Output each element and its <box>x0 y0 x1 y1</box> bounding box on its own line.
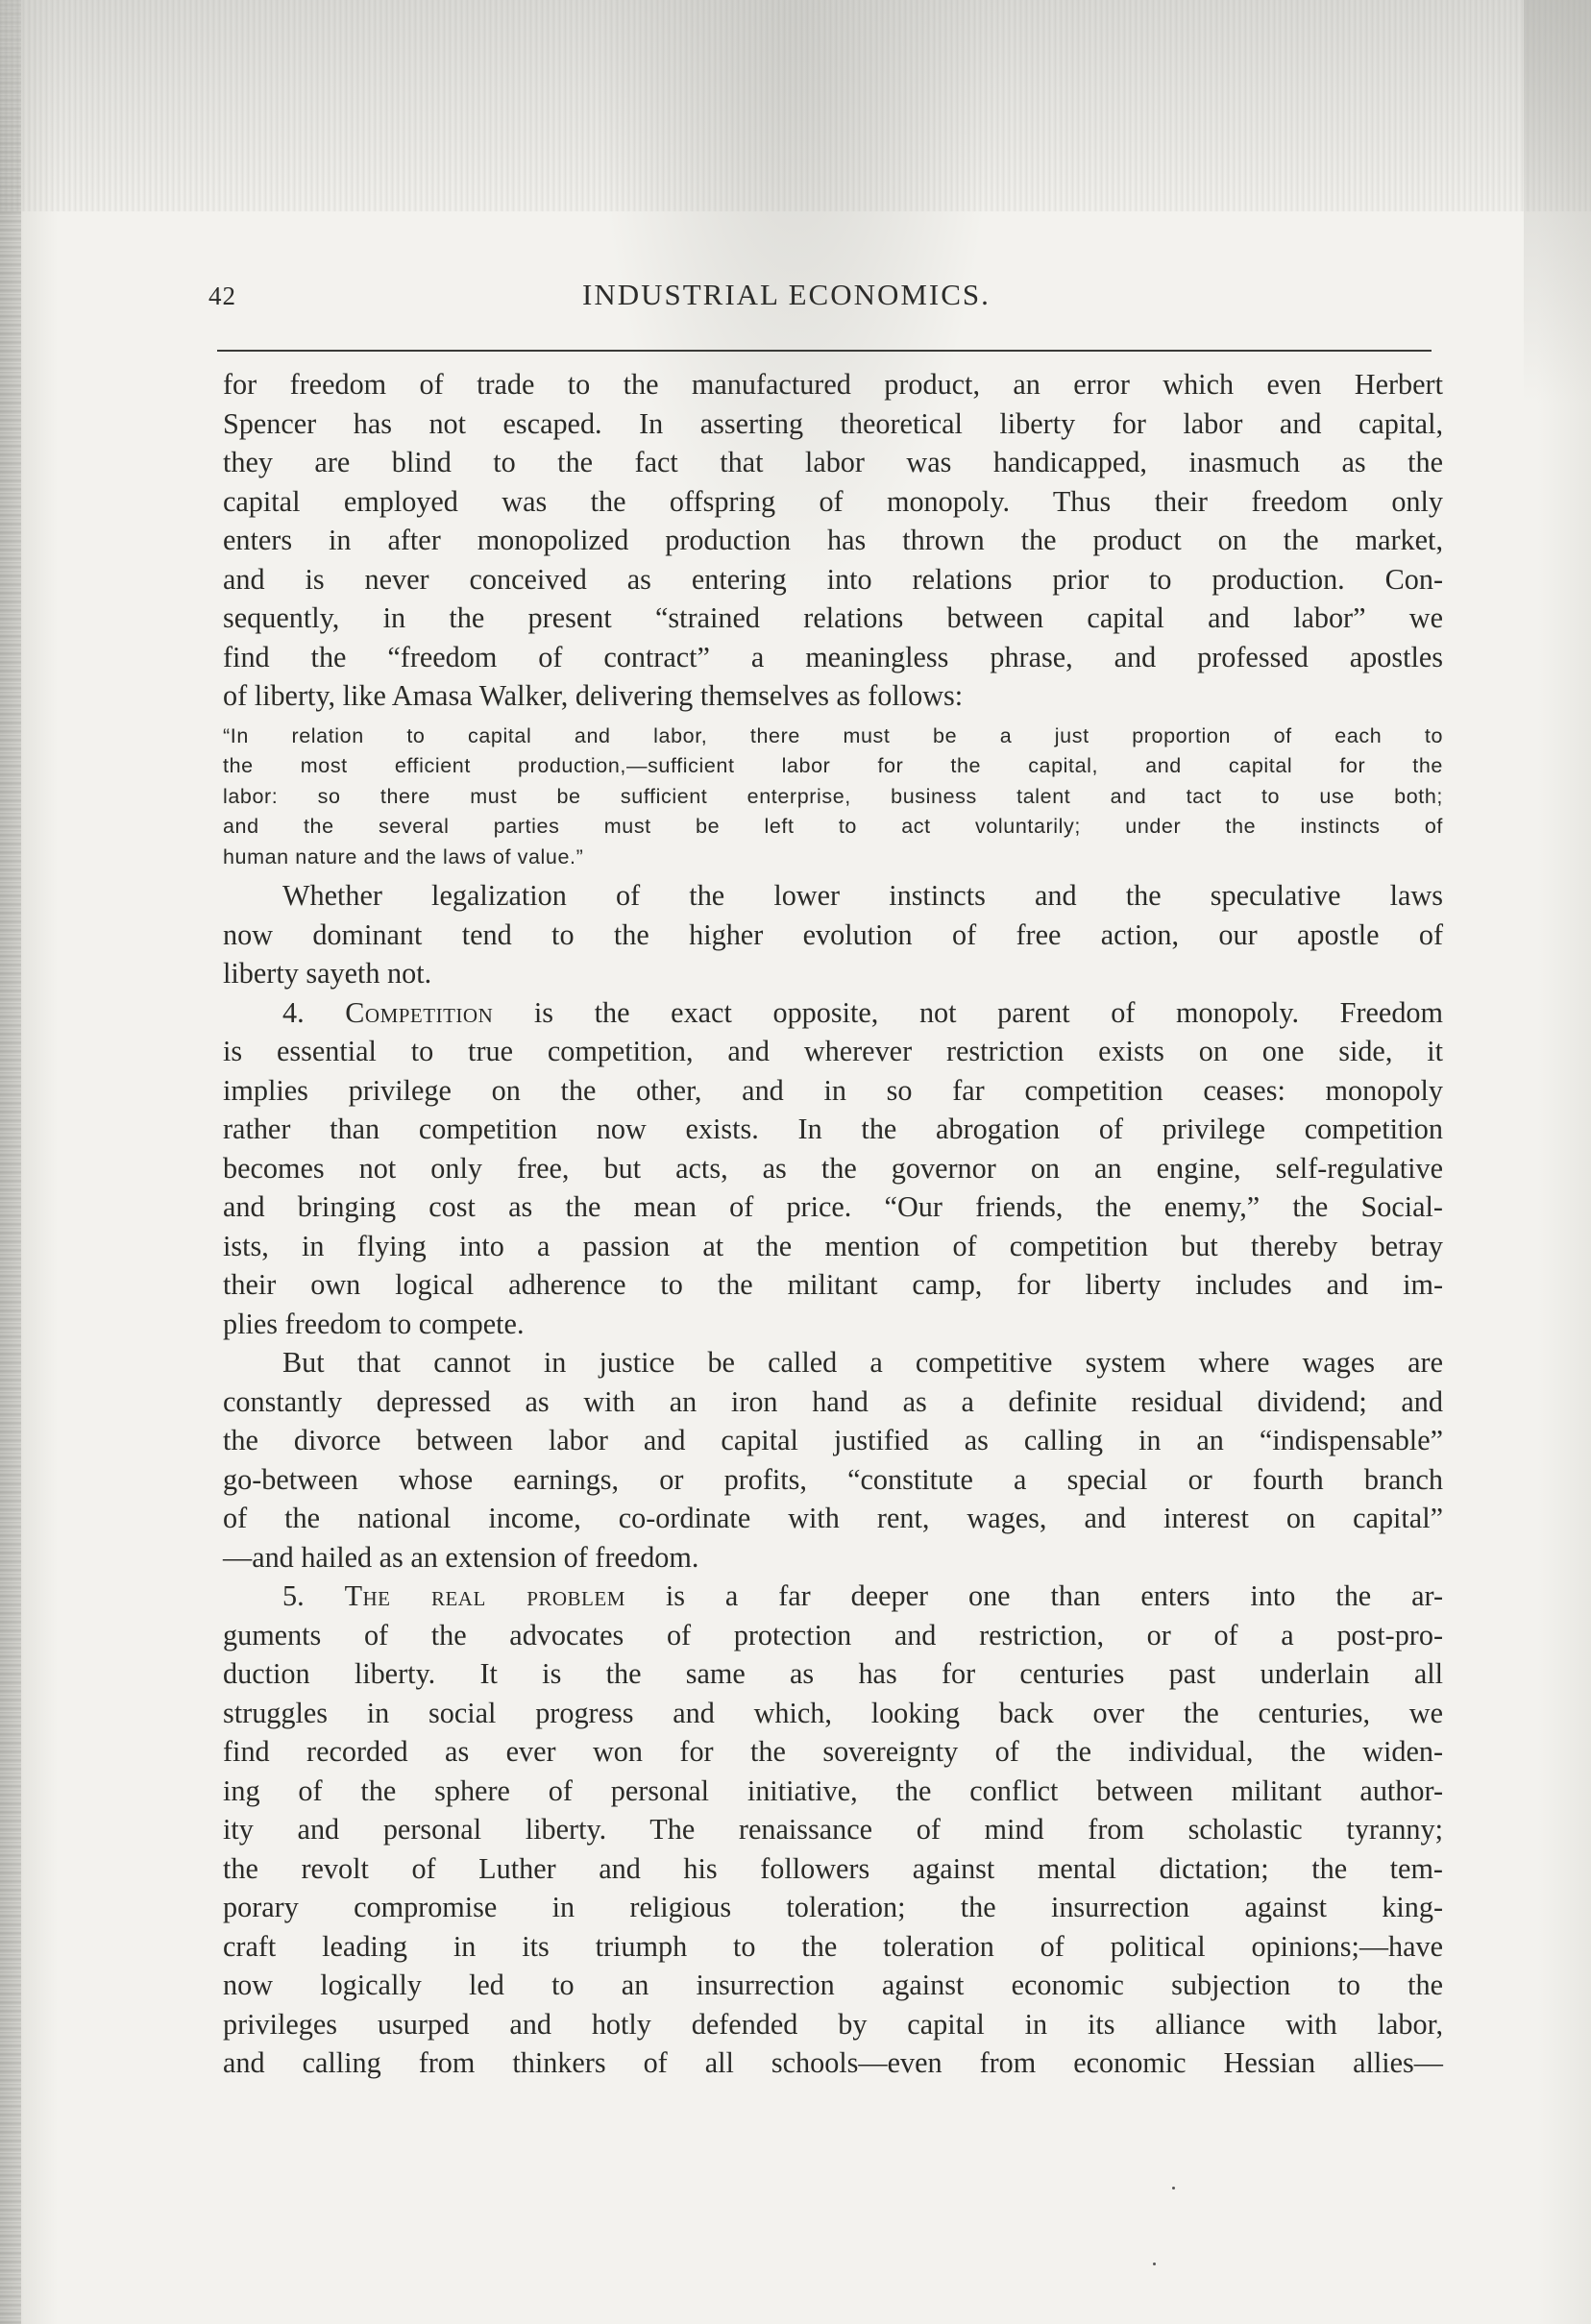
text-line: rather than competition now exists. In the abrogation of privilege competition <box>223 1113 1443 1145</box>
text-line: go-between whose earnings, or profits, “constitute a special or fourth branch <box>223 1462 1443 1496</box>
text-line: for freedom of trade to the manufactured product, an error which even Herbert <box>223 368 1443 401</box>
text-line: the divorce between labor and capital justified as calling in an “indispensable” <box>223 1424 1443 1456</box>
text-line: implies privilege on the other, and in so far competition ceases: monopoly <box>223 1073 1443 1107</box>
text-line: they are blind to the fact that labor was handicapped, inasmuch as the <box>223 446 1443 478</box>
section-number: 5. <box>282 1579 305 1612</box>
text-line: of liberty, like Amasa Walker, delivering themselves as follows: <box>223 679 964 712</box>
binding-shadow <box>0 0 21 2324</box>
text-line: the revolt of Luther and his followers against mental dictation; the tem- <box>223 1851 1443 1885</box>
text-line: privileges usurped and hotly defended by capital in its alliance with labor, <box>223 2007 1443 2041</box>
text-line: struggles in social progress and which, looking back over the centuries, we <box>223 1696 1443 1729</box>
text-line: sequently, in the present “strained relations between capital and labor” we <box>223 601 1443 634</box>
quote-line: and the several parties must be left to act voluntarily; under the instincts of <box>223 815 1443 838</box>
running-head <box>0 274 1591 331</box>
text-line: Whether legalization of the lower instincts and the speculative laws <box>282 879 1443 912</box>
quote-line: human nature and the laws of value.” <box>223 844 584 868</box>
section-number: 4. <box>282 995 305 1029</box>
text-line: find recorded as ever won for the sovereignty of the individual, the widen- <box>223 1735 1443 1768</box>
text-line: of the national income, co-ordinate with rent, wages, and interest on capital” <box>223 1502 1443 1534</box>
text-line: porary compromise in religious toleration; the insurrection against king- <box>223 1891 1443 1923</box>
text-line: ity and personal liberty. The renaissance of mind from scholastic tyranny; <box>223 1813 1443 1846</box>
text-line <box>223 993 1443 1033</box>
paragraph-5 <box>223 1577 1443 2083</box>
text-line: craft leading in its triumph to the toleration of political opinions;—have <box>223 1929 1443 1963</box>
text-line: their own logical adherence to the militant camp, for liberty includes and im- <box>223 1268 1443 1301</box>
paragraph-4 <box>223 1343 1443 1577</box>
text-line: ing of the sphere of personal initiative, the conflict between militant author- <box>223 1774 1443 1807</box>
quote-line: “In relation to capital and labor, there must be a just proportion of each to <box>223 723 1443 747</box>
text-run: is a far deeper one than enters into the ar- <box>624 1579 1444 1612</box>
scan-noise-top <box>0 0 1591 211</box>
quote-line: labor: so there must be sufficient enterprise, business talent and tact to use both; <box>223 784 1443 808</box>
text-line: Spencer has not escaped. In asserting theoretical liberty for labor and capital, <box>223 406 1443 440</box>
text-line: find the “freedom of contract” a meaningless phrase, and professed apostles <box>223 640 1443 673</box>
paragraph-3 <box>223 993 1443 1344</box>
scan-noise-right <box>1524 0 1591 404</box>
section-heading: The real problem <box>344 1579 625 1612</box>
page-number: 42 <box>208 281 236 310</box>
text-line: —and hailed as an extension of freedom. <box>223 1540 699 1574</box>
text-line: now dominant tend to the higher evolution of free action, our apostle of <box>223 917 1443 951</box>
text-line: But that cannot in justice be called a competitive system where wages are <box>282 1346 1443 1379</box>
text-run: is the exact opposite, not parent of monopoly. Freedom <box>493 995 1443 1029</box>
paragraph-2 <box>223 876 1443 993</box>
paragraph-1 <box>223 365 1443 716</box>
text-line: becomes not only free, but acts, as the governor on an engine, self-regulative <box>223 1151 1443 1185</box>
text-line: and bringing cost as the mean of price. “Our friends, the enemy,” the Social- <box>223 1190 1443 1223</box>
scan-speck <box>1172 2187 1175 2189</box>
header-rule <box>217 350 1432 352</box>
block-quote <box>223 722 1443 873</box>
text-line: is essential to true competition, and wherever restriction exists on one side, it <box>223 1035 1443 1067</box>
text-line: ists, in flying into a passion at the mention of competition but thereby betray <box>223 1229 1443 1262</box>
text-line: capital employed was the offspring of monopoly. Thus their freedom only <box>223 484 1443 518</box>
text-line <box>223 1577 1443 1616</box>
text-line: enters in after monopolized production has thrown the product on the market, <box>223 524 1443 556</box>
scan-speck <box>1153 2263 1156 2265</box>
text-line: guments of the advocates of protection and restriction, or of a post-pro- <box>223 1618 1443 1651</box>
quote-line: the most efficient production,—sufficient labor for the capital, and capital for the <box>223 754 1443 777</box>
text-line: now logically led to an insurrection against economic subjection to the <box>223 1969 1443 2001</box>
text-line: and calling from thinkers of all schools—even from economic Hessian allies— <box>223 2046 1443 2079</box>
text-line: plies freedom to compete. <box>223 1307 525 1340</box>
body-text <box>223 365 1443 2083</box>
text-line: constantly depressed as with an iron hand as a definite residual dividend; and <box>223 1384 1443 1418</box>
text-line: duction liberty. It is the same as has for centuries past underlain all <box>223 1657 1443 1690</box>
text-line: and is never conceived as entering into relations prior to production. Con- <box>223 562 1443 596</box>
running-title: INDUSTRIAL ECONOMICS. <box>582 278 991 311</box>
text-line: liberty sayeth not. <box>223 957 432 990</box>
section-heading: Competition <box>345 995 494 1029</box>
